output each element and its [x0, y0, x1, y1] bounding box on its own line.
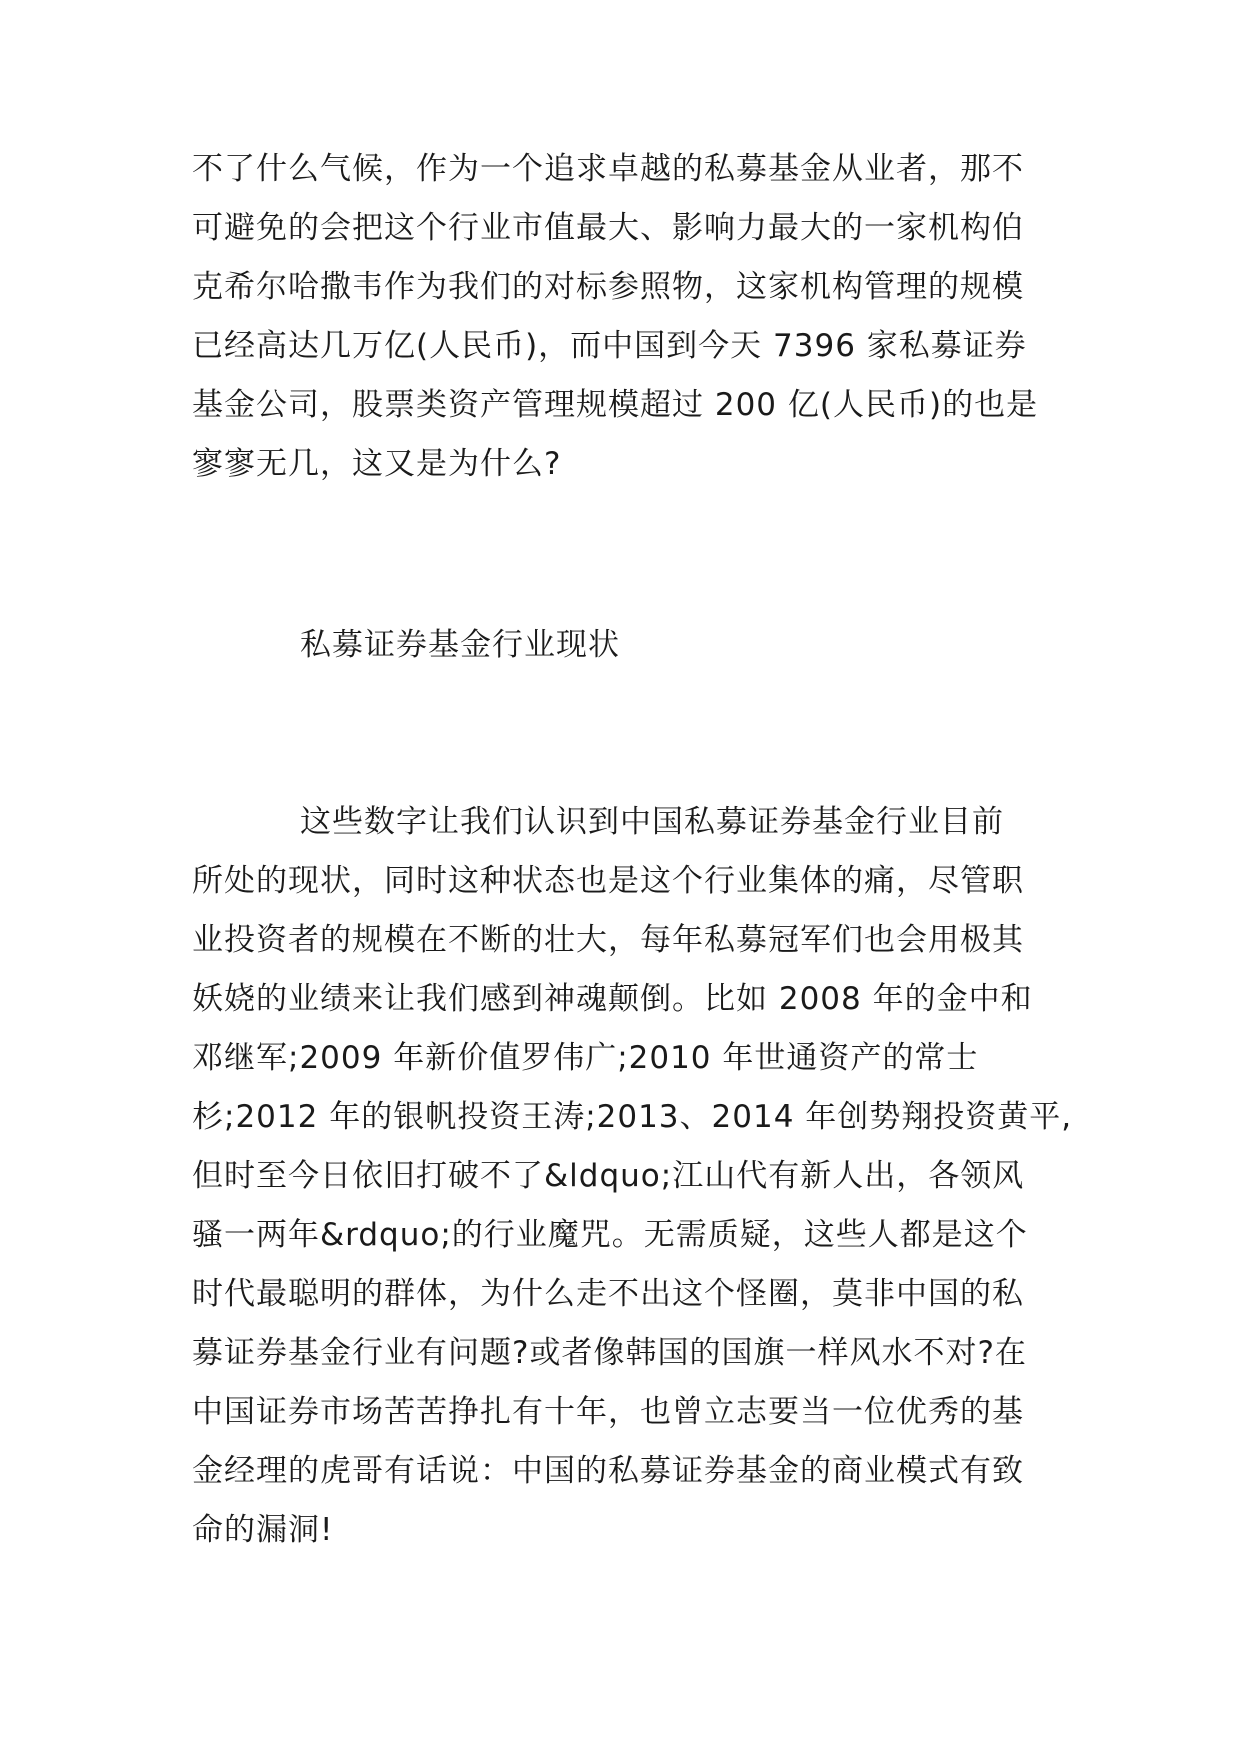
paragraph-2-line-8: 骚一两年&rdquo;的行业魔咒。无需质疑，这些人都是这个: [192, 1217, 1028, 1253]
paragraph-1-line-4: 已经高达几万亿(人民币)，而中国到今天 7396 家私募证券: [192, 328, 1027, 364]
paragraph-1-line-3: 克希尔哈撒韦作为我们的对标参照物，这家机构管理的规模: [192, 269, 1024, 305]
paragraph-2-line-5: 邓继军;2009 年新价值罗伟广;2010 年世通资产的常士: [192, 1040, 979, 1076]
paragraph-2-line-4: 妖娆的业绩来让我们感到神魂颠倒。比如 2008 年的金中和: [192, 981, 1033, 1017]
paragraph-2-line-9: 时代最聪明的群体，为什么走不出这个怪圈，莫非中国的私: [192, 1276, 1024, 1312]
paragraph-2-line-10: 募证券基金行业有问题?或者像韩国的国旗一样风水不对?在: [192, 1335, 1027, 1371]
paragraph-2-line-7: 但时至今日依旧打破不了&ldquo;江山代有新人出，各领风: [192, 1158, 1025, 1194]
paragraph-2-line-11: 中国证券市场苦苦挣扎有十年，也曾立志要当一位优秀的基: [192, 1394, 1024, 1430]
paragraph-1-line-6: 寥寥无几，这又是为什么?: [192, 446, 562, 482]
paragraph-2-line-2: 所处的现状，同时这种状态也是这个行业集体的痛，尽管职: [192, 863, 1024, 899]
paragraph-2-line-3: 业投资者的规模在不断的壮大，每年私募冠军们也会用极其: [192, 922, 1024, 958]
paragraph-1-line-5: 基金公司，股票类资产管理规模超过 200 亿(人民币)的也是: [192, 387, 1039, 423]
paragraph-2-line-1: 这些数字让我们认识到中国私募证券基金行业目前: [300, 804, 1004, 840]
paragraph-1-line-2: 可避免的会把这个行业市值最大、影响力最大的一家机构伯: [192, 210, 1024, 246]
section-heading: 私募证券基金行业现状: [300, 627, 620, 663]
paragraph-1-line-1: 不了什么气候，作为一个追求卓越的私募基金从业者，那不: [192, 151, 1024, 187]
paragraph-2-line-13: 命的漏洞!: [192, 1512, 334, 1548]
paragraph-2-line-6: 杉;2012 年的银帆投资王涛;2013、2014 年创势翔投资黄平,: [192, 1099, 1073, 1135]
paragraph-2-line-12: 金经理的虎哥有话说：中国的私募证券基金的商业模式有致: [192, 1453, 1024, 1489]
